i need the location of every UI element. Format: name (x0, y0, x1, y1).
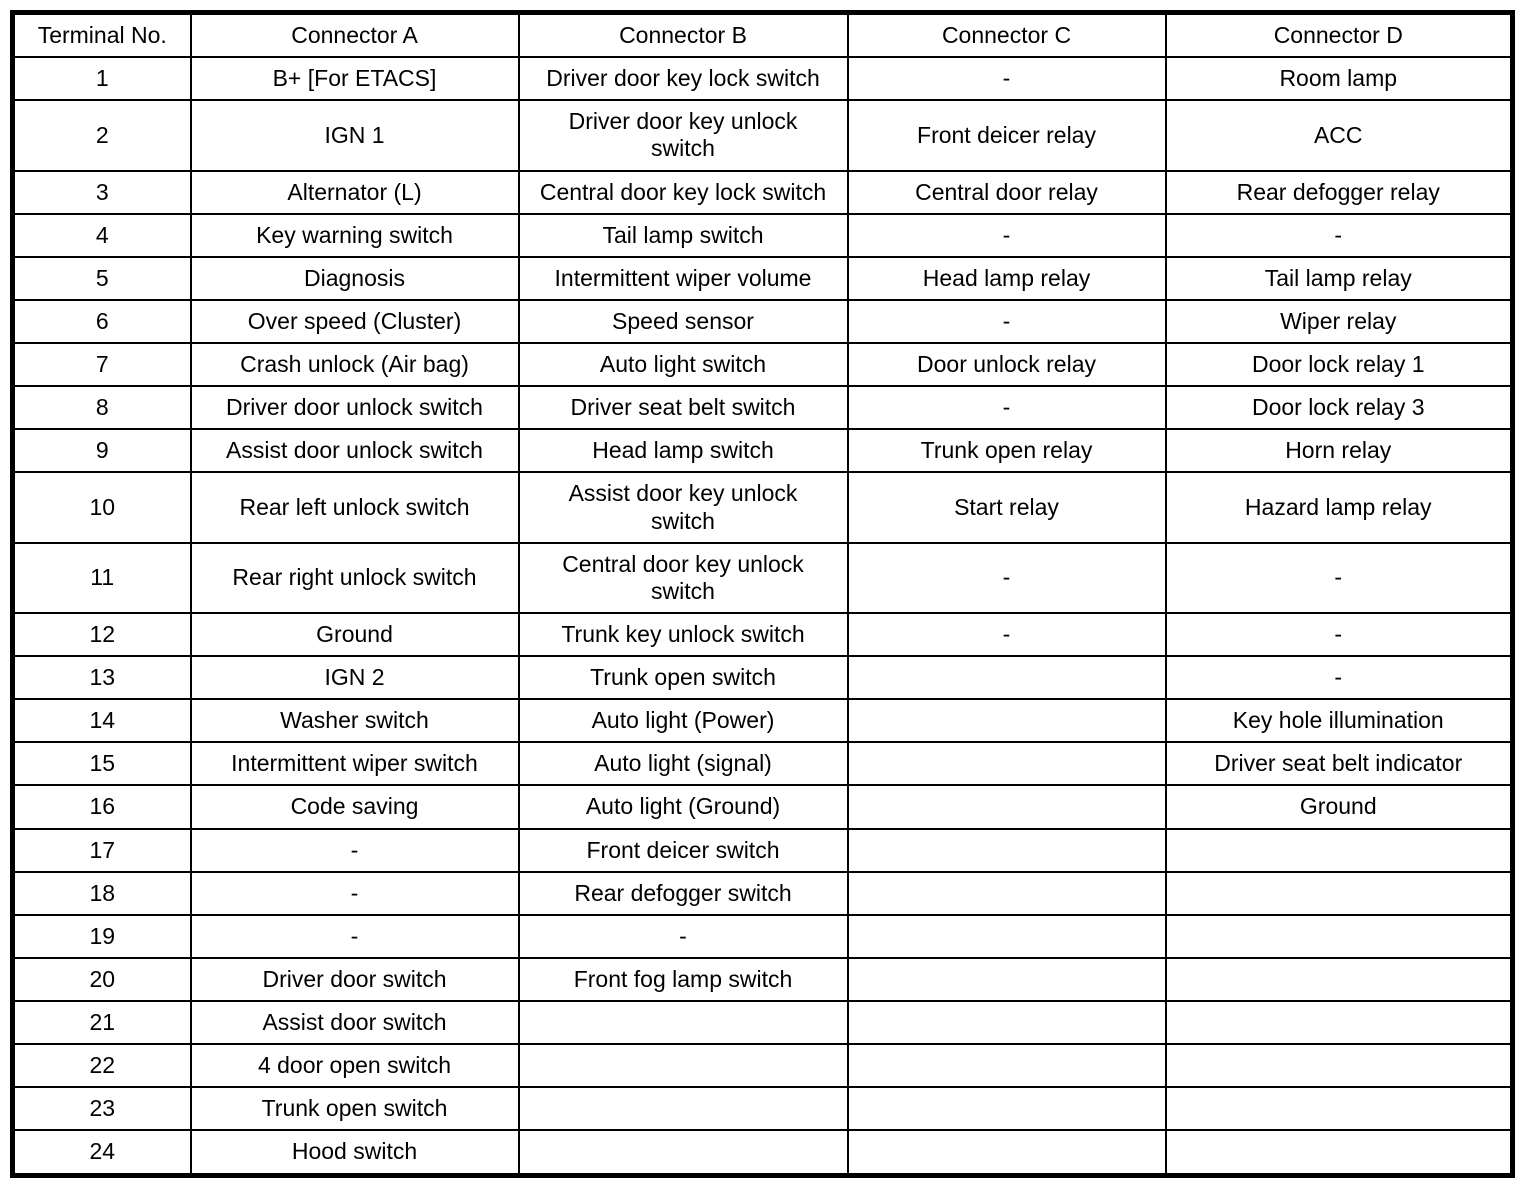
connector-cell: - (191, 872, 519, 915)
table-row (13, 699, 1513, 742)
table-row (13, 1130, 1513, 1175)
connector-cell: Alternator (L) (191, 171, 519, 214)
table-row (13, 386, 1513, 429)
connector-cell (848, 915, 1166, 958)
column-header-4: Connector D (1166, 13, 1513, 58)
table-row (13, 656, 1513, 699)
connector-cell: Driver door unlock switch (191, 386, 519, 429)
table-row (13, 915, 1513, 958)
terminal-cell: 8 (13, 386, 191, 429)
terminal-cell: 14 (13, 699, 191, 742)
connector-cell: - (1166, 543, 1513, 613)
connector-cell: Crash unlock (Air bag) (191, 343, 519, 386)
table-row (13, 1001, 1513, 1044)
connector-cell: Trunk open switch (519, 656, 848, 699)
connector-cell: Code saving (191, 785, 519, 828)
connector-cell: Driver door key unlock switch (519, 100, 848, 170)
connector-cell (1166, 1044, 1513, 1087)
connector-cell: ACC (1166, 100, 1513, 170)
connector-cell: IGN 1 (191, 100, 519, 170)
table-row (13, 958, 1513, 1001)
connector-cell: 4 door open switch (191, 1044, 519, 1087)
connector-cell: - (848, 214, 1166, 257)
connector-cell: Door lock relay 1 (1166, 343, 1513, 386)
connector-cell (848, 958, 1166, 1001)
connector-cell (1166, 915, 1513, 958)
connector-cell (1166, 829, 1513, 872)
connector-cell (848, 1130, 1166, 1175)
terminal-cell: 5 (13, 257, 191, 300)
connector-cell: Ground (1166, 785, 1513, 828)
connector-cell (848, 785, 1166, 828)
connector-cell (848, 1001, 1166, 1044)
connector-cell (519, 1130, 848, 1175)
connector-cell: Auto light (signal) (519, 742, 848, 785)
table-row (13, 343, 1513, 386)
connector-cell: B+ [For ETACS] (191, 57, 519, 100)
connector-cell: Rear defogger switch (519, 872, 848, 915)
connector-cell: - (1166, 613, 1513, 656)
table-row (13, 472, 1513, 542)
terminal-cell: 4 (13, 214, 191, 257)
connector-cell: Driver seat belt switch (519, 386, 848, 429)
column-header-0: Terminal No. (13, 13, 191, 58)
terminal-cell: 9 (13, 429, 191, 472)
terminal-cell: 20 (13, 958, 191, 1001)
connector-cell: Assist door unlock switch (191, 429, 519, 472)
table-row (13, 257, 1513, 300)
connector-cell: Start relay (848, 472, 1166, 542)
connector-cell: - (848, 300, 1166, 343)
terminal-cell: 16 (13, 785, 191, 828)
terminal-cell: 12 (13, 613, 191, 656)
table-row (13, 171, 1513, 214)
terminal-cell: 17 (13, 829, 191, 872)
connector-cell (848, 1087, 1166, 1130)
terminal-cell: 6 (13, 300, 191, 343)
connector-cell: - (848, 386, 1166, 429)
connector-cell: Tail lamp switch (519, 214, 848, 257)
connector-cell (519, 1087, 848, 1130)
connector-cell: Rear right unlock switch (191, 543, 519, 613)
connector-cell: - (519, 915, 848, 958)
terminal-cell: 13 (13, 656, 191, 699)
table-row (13, 872, 1513, 915)
connector-cell: Ground (191, 613, 519, 656)
terminal-cell: 10 (13, 472, 191, 542)
connector-cell (1166, 1001, 1513, 1044)
connector-cell: Horn relay (1166, 429, 1513, 472)
connector-cell: Intermittent wiper volume (519, 257, 848, 300)
connector-cell: Over speed (Cluster) (191, 300, 519, 343)
table-row (13, 100, 1513, 170)
table-row (13, 543, 1513, 613)
connector-cell (1166, 958, 1513, 1001)
connector-cell: IGN 2 (191, 656, 519, 699)
terminal-cell: 18 (13, 872, 191, 915)
connector-cell: Door unlock relay (848, 343, 1166, 386)
connector-cell: Auto light (Ground) (519, 785, 848, 828)
connector-cell: Trunk key unlock switch (519, 613, 848, 656)
connector-cell: Auto light switch (519, 343, 848, 386)
terminal-cell: 7 (13, 343, 191, 386)
connector-cell: Rear left unlock switch (191, 472, 519, 542)
connector-cell (1166, 1087, 1513, 1130)
connector-cell: Washer switch (191, 699, 519, 742)
connector-cell: - (191, 829, 519, 872)
connector-cell: - (191, 915, 519, 958)
connector-cell: - (848, 57, 1166, 100)
connector-cell (848, 656, 1166, 699)
connector-cell: Hazard lamp relay (1166, 472, 1513, 542)
connector-cell (848, 829, 1166, 872)
column-header-1: Connector A (191, 13, 519, 58)
table-row (13, 1044, 1513, 1087)
connector-cell: Driver door switch (191, 958, 519, 1001)
connector-cell: Speed sensor (519, 300, 848, 343)
connector-cell: Trunk open switch (191, 1087, 519, 1130)
connector-cell: Head lamp relay (848, 257, 1166, 300)
connector-cell (519, 1001, 848, 1044)
connector-cell: Intermittent wiper switch (191, 742, 519, 785)
terminal-cell: 2 (13, 100, 191, 170)
table-row (13, 214, 1513, 257)
terminal-cell: 22 (13, 1044, 191, 1087)
connector-cell (848, 1044, 1166, 1087)
connector-cell: Central door key unlock switch (519, 543, 848, 613)
connector-cell: Trunk open relay (848, 429, 1166, 472)
table-row (13, 785, 1513, 828)
connector-cell: Assist door key unlock switch (519, 472, 848, 542)
connector-cell: Head lamp switch (519, 429, 848, 472)
connector-cell: Door lock relay 3 (1166, 386, 1513, 429)
connector-cell: - (1166, 656, 1513, 699)
connector-cell: Central door key lock switch (519, 171, 848, 214)
connector-cell: Driver door key lock switch (519, 57, 848, 100)
terminal-connector-table (10, 10, 1515, 1178)
connector-cell: - (848, 613, 1166, 656)
table-row (13, 57, 1513, 100)
connector-cell: Key hole illumination (1166, 699, 1513, 742)
connector-cell (848, 699, 1166, 742)
terminal-cell: 15 (13, 742, 191, 785)
table-row (13, 300, 1513, 343)
connector-cell (848, 742, 1166, 785)
connector-cell: Assist door switch (191, 1001, 519, 1044)
terminal-cell: 11 (13, 543, 191, 613)
table-body (13, 57, 1513, 1175)
column-header-3: Connector C (848, 13, 1166, 58)
terminal-cell: 3 (13, 171, 191, 214)
table-row (13, 1087, 1513, 1130)
connector-cell: Driver seat belt indicator (1166, 742, 1513, 785)
table-row (13, 829, 1513, 872)
connector-cell: Tail lamp relay (1166, 257, 1513, 300)
connector-cell: Hood switch (191, 1130, 519, 1175)
connector-cell: Rear defogger relay (1166, 171, 1513, 214)
connector-cell (848, 872, 1166, 915)
connector-cell (1166, 1130, 1513, 1175)
terminal-cell: 21 (13, 1001, 191, 1044)
connector-cell: Key warning switch (191, 214, 519, 257)
connector-cell: - (848, 543, 1166, 613)
terminal-cell: 23 (13, 1087, 191, 1130)
connector-cell: - (1166, 214, 1513, 257)
connector-cell: Front deicer relay (848, 100, 1166, 170)
terminal-cell: 24 (13, 1130, 191, 1175)
connector-cell: Auto light (Power) (519, 699, 848, 742)
table-row (13, 613, 1513, 656)
column-header-2: Connector B (519, 13, 848, 58)
connector-cell: Front fog lamp switch (519, 958, 848, 1001)
table-row (13, 742, 1513, 785)
header-row (13, 13, 1513, 58)
connector-cell (1166, 872, 1513, 915)
connector-cell: Central door relay (848, 171, 1166, 214)
terminal-cell: 1 (13, 57, 191, 100)
connector-cell: Diagnosis (191, 257, 519, 300)
connector-cell (519, 1044, 848, 1087)
connector-cell: Front deicer switch (519, 829, 848, 872)
connector-cell: Room lamp (1166, 57, 1513, 100)
table-row (13, 429, 1513, 472)
terminal-cell: 19 (13, 915, 191, 958)
connector-cell: Wiper relay (1166, 300, 1513, 343)
